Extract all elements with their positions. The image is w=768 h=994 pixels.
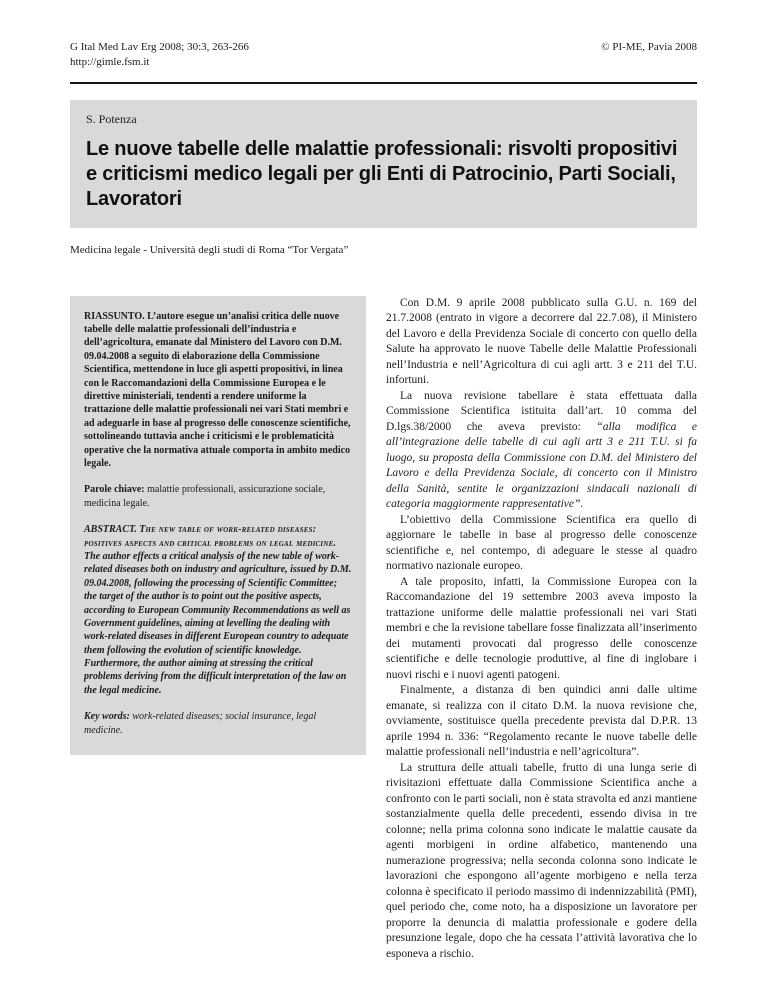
body-paragraph — [386, 761, 697, 963]
body-text-run: L’obiettivo della Commissione Scientifica era quello di aggiornare le tabelle in base al progresso delle conoscenze scientifiche e, nel contempo, di adeguare le stesse al quadro normativo nazionale europeo. — [386, 513, 697, 573]
body-paragraph — [386, 513, 697, 575]
riassunto-paragraph: RIASSUNTO. L’autore esegue un’analisi critica delle nuove tabelle delle malattie professionali dell’industria e dell’agricoltura, emanate dal Ministero del Lavoro con D.M. 09.04.2008 a seguito di elaborazione della Commissione Scientifica, mettendone in luce gli aspetti propositivi, in linea con le Raccomandazioni della Commissione Europea e le direttive ministeriali, tendenti a rendere uniforme la trattazione delle malattie professionali nei vari Stati membri e ad adeguarle in base al progresso delle conoscenze scientifiche, sottolineando tuttavia anche i criticismi e le problematicità operative che la normativa attuale comporta in ambito medico legale. — [84, 310, 351, 469]
keywords-text: work-related diseases; social insurance, legal medicine. — [84, 711, 317, 736]
keywords-label: Key words: — [84, 711, 130, 723]
author-affiliation: Medicina legale - Università degli studi di Roma “Tor Vergata” — [70, 243, 349, 256]
author-name: S. Potenza — [86, 111, 137, 126]
header-left — [70, 40, 249, 70]
body-text-run: “alla modifica e all’integrazione delle tabelle di cui agli artt 3 e 211 T.U. si fa luogo, su proposta della Commissione con D.M. del Ministero del Lavoro e della Previdenza Sociale, di concerto con il Ministro della Sanità, sentite le organizzazioni sindacali nazionali di categoria maggiormente rappresentative”. — [386, 420, 698, 511]
parole-chiave-label: Parole chiave: — [84, 484, 145, 496]
title-box — [70, 100, 697, 228]
body-paragraph — [386, 683, 697, 761]
abstract-label: ABSTRACT. — [84, 524, 140, 536]
abstract-paragraph — [84, 523, 352, 697]
abstract-text: The author effects a critical analysis of the new table of work-related diseases both on industry and agriculture, issued by D.M. 09.04.2008, following the processing of Scientific Committee; the target of the author is to point out the positive aspects, according to European Community Recommendations as well as Government guidelines, aiming at levelling the dealing with work-related diseases in different European country to adequate them following the evolution of scientific knowledge. Furthermore, the author aiming at stressing the critical problems deriving from the difficult interpretation of the law on the legal medicine. — [84, 550, 352, 696]
journal-url: http://gimle.fsm.it — [70, 55, 150, 68]
body-text-run: A tale proposito, infatti, la Commissione Europea con la Raccomandazione del 19 settembre 2003 aveva imposto la trattazione uniforme delle malattie professionali nei vari Stati membri e che la revisione tabellare fosse finalizzata all’inserimento dei mutamenti provocati dal progresso delle conoscenze scientifiche e delle tecnologie produttive, al fine di inglobare i nuovi rischi e i nuovi agenti patogeni. — [386, 575, 697, 681]
body-paragraph — [386, 296, 697, 389]
body-text-run: La struttura delle attuali tabelle, frutto di una lunga serie di rivisitazioni effettuate dalla Commissione Scientifica anche a confronto con le parti sociali, non è stata stravolta ed anzi mantiene sostanzialmente quella delle precedenti, essendo divisa in tre colonne; nella prima colonna sono indicate le malattie causate da agenti morbigeni in ordine alfabetico, mantenendo una numerazione progressiva; nella seconda colonna sono indicate le lavorazioni che espongono all’agente morbigeno e nella terza colonna è specificato il periodo massimo di indennizzabilità (PMI), quel periodo che, come noto, ha a disposizione un lavoratore per proporre la denuncia di malattia professionale e godere della presunzione legale, dopo che ha cessata l’attività lavorativa che lo esponeva a rischio. — [386, 761, 697, 960]
article-body — [386, 296, 697, 963]
two-column-layout — [70, 296, 697, 963]
abstract-column — [70, 296, 366, 963]
body-paragraph — [386, 575, 697, 684]
body-column — [386, 296, 697, 963]
page-header — [70, 40, 697, 70]
copyright-notice: © PI-ME, Pavia 2008 — [601, 41, 697, 53]
page-title: Le nuove tabelle delle malattie professionali: risvolti propositivi e criticismi medico legali per gli Enti di Patrocinio, Parti Sociali, Lavoratori — [86, 137, 678, 210]
body-text-run: La nuova revisione tabellare è stata effettuata dalla Commissione Scientifica istituita dall’art. 10 comma del D.lgs.38/2000 che aveva previsto: — [386, 389, 697, 433]
body-text-run: Finalmente, a distanza di ben quindici anni dalle ultime emanate, si realizza con il citato D.M. la nuova revisione che, ovviamente, sostituisce quella precedente prevista dal D.P.R. 13 aprile 1994 n. 336: “Regolamento recante le nuove tabelle delle malattie professionali nell’industria e nell’agricoltura”. — [386, 684, 697, 759]
abstract-box — [70, 296, 366, 755]
body-paragraph — [386, 389, 697, 513]
header-divider-rule — [70, 82, 697, 84]
parole-chiave — [84, 483, 352, 510]
body-text-run: Con D.M. 9 aprile 2008 pubblicato sulla G.U. n. 169 del 21.7.2008 (entrato in vigore a decorrere dal 22.7.08), il Ministero del Lavoro e della Previdenza Sociale di concerto con quello della Salute ha approvato le nuove Tabelle delle Malattie Professionali nell’Industria e nell’Agricoltura di cui agli artt. 3 e 211 del T.U. infortuni. — [386, 296, 697, 387]
keywords-paragraph — [84, 710, 352, 737]
journal-reference: G Ital Med Lav Erg 2008; 30:3, 263-266 — [70, 41, 249, 53]
abstract-title-smallcaps: The new table of work-related diseases: positives aspects and critical problems on legal medicine. — [84, 524, 337, 549]
parole-chiave-text: malattie professionali, assicurazione sociale, medicina legale. — [84, 484, 326, 509]
